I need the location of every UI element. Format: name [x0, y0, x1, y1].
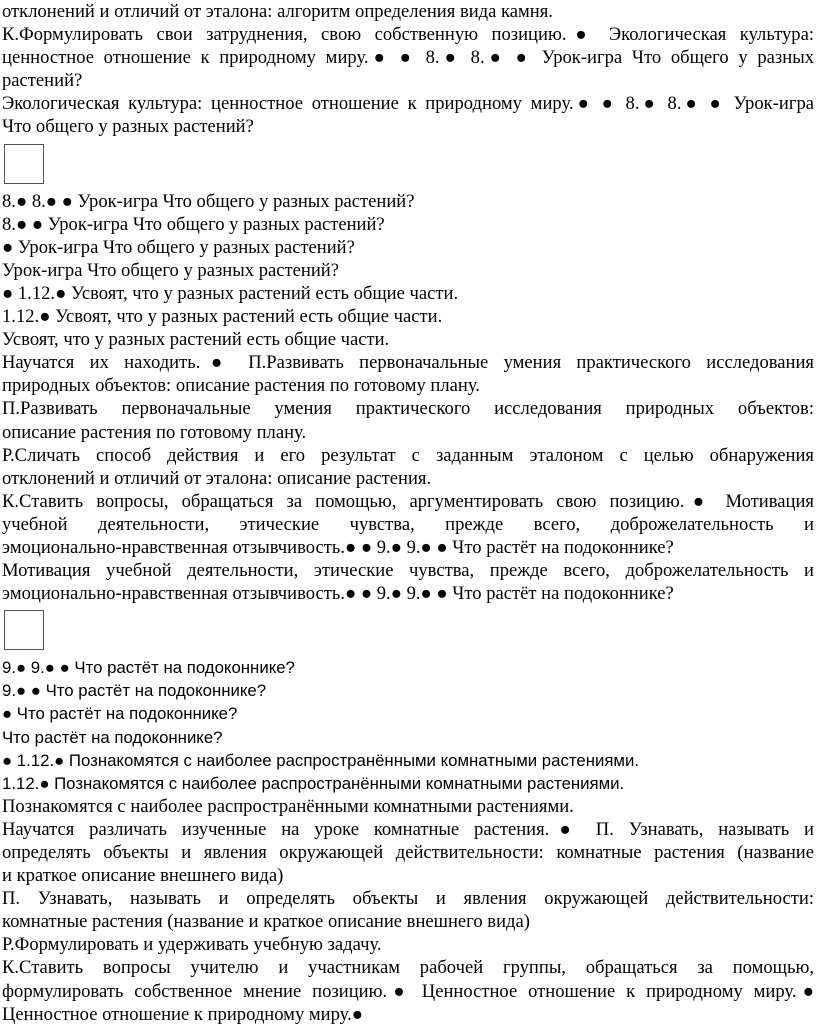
text-line: Мотивация учебной деятельности, этические чувства, прежде всего, доброжелательность и [2, 560, 814, 582]
text-line: эмоционально-нравственная отзывчивость.● ● 9.● 9.● ● Что растёт на подоконнике? [2, 536, 674, 558]
text-line: Р.Формулировать и удерживать учебную задачу. [2, 934, 382, 956]
text-line: ● 1.12.● Усвоят, что у разных растений есть общие части. [2, 282, 459, 304]
text-line: Научатся различать изученные на уроке комнатные растения.● П. Узнавать, называть и [2, 818, 814, 840]
text-line: 9.● ● Что растёт на подоконнике? [2, 681, 267, 701]
text-line: формулировать собственное мнение позицию.● Ценностное отношение к природному миру.● [2, 980, 814, 1002]
text-line: природных объектов: описание растения по готовому плану. [2, 375, 480, 397]
text-line: отклонений и отличий от эталона: алгоритм определения вида камня. [2, 1, 553, 22]
image-frame [4, 144, 44, 184]
text-line: комнатные растения (название и краткое описание внешнего вида) [2, 911, 530, 933]
empty-image-placeholder [2, 610, 814, 656]
text-line: 8.● ● Урок-игра Что общего у разных растений? [2, 213, 385, 235]
image-frame [4, 610, 44, 650]
text-line: и краткое описание внешнего вида) [2, 865, 284, 887]
empty-image-placeholder [2, 144, 814, 190]
text-line: Что общего у разных растений? [2, 116, 254, 138]
text-line: 1.12.● Познакомятся с наиболее распространёнными комнатными растениями. [2, 773, 625, 793]
text-line: К.Ставить вопросы, обращаться за помощью, аргументировать свою позицию.● Мотивация [2, 490, 814, 512]
text-line: К.Формулировать свои затруднения, свою собственную позицию.● Экологическая культура: [2, 24, 814, 46]
text-line: 9.● 9.● ● Что растёт на подоконнике? [2, 658, 295, 678]
text-line: Экологическая культура: ценностное отношение к природному миру.● ● 8.● 8.● ● Урок-игра [2, 93, 814, 115]
document-page [2, 0, 814, 1026]
text-line: ● Что растёт на подоконнике? [2, 704, 238, 724]
text-line: П. Узнавать, называть и определять объекты и явления окружающей действительности: [2, 888, 814, 910]
text-line: 1.12.● Усвоят, что у разных растений есть общие части. [2, 306, 443, 328]
text-line: К.Ставить вопросы учителю и участникам рабочей группы, обращаться за помощью, [2, 957, 814, 979]
text-line: Усвоят, что у разных растений есть общие части. [2, 329, 390, 351]
text-line: Что растёт на подоконнике? [2, 727, 223, 747]
text-line: растений? [2, 70, 83, 92]
text-line: ценностное отношение к природному миру.● ● 8.● 8.● ● Урок-игра Что общего у разных [2, 47, 814, 69]
text-line: учебной деятельности, этические чувства, прежде всего, доброжелательность и [2, 513, 814, 535]
text-line: Урок-игра Что общего у разных растений? [2, 259, 339, 281]
text-line: определять объекты и явления окружающей действительности: комнатные растения (название [2, 842, 814, 863]
text-line: Ценностное отношение к природному миру.● [2, 1003, 363, 1025]
text-line: 8.● 8.● ● Урок-игра Что общего у разных растений? [2, 190, 415, 212]
text-line: эмоционально-нравственная отзывчивость.● ● 9.● 9.● ● Что растёт на подоконнике? [2, 583, 674, 605]
text-line: Р.Сличать способ действия и его результат с заданным эталоном с целью обнаружения [2, 444, 814, 466]
text-line: П.Развивать первоначальные умения практического исследования природных объектов: [2, 398, 814, 420]
text-line: ● Урок-игра Что общего у разных растений? [2, 236, 355, 258]
text-line: Научатся их находить.● П.Развивать первоначальные умения практического исследования [2, 352, 814, 374]
text-line: отклонений и отличий от эталона: описание растения. [2, 467, 432, 489]
text-line: ● 1.12.● Познакомятся с наиболее распространёнными комнатными растениями. [2, 750, 639, 770]
text-line: Познакомятся с наиболее распространёнными комнатными растениями. [2, 795, 574, 817]
text-line: описание растения по готовому плану. [2, 421, 307, 443]
